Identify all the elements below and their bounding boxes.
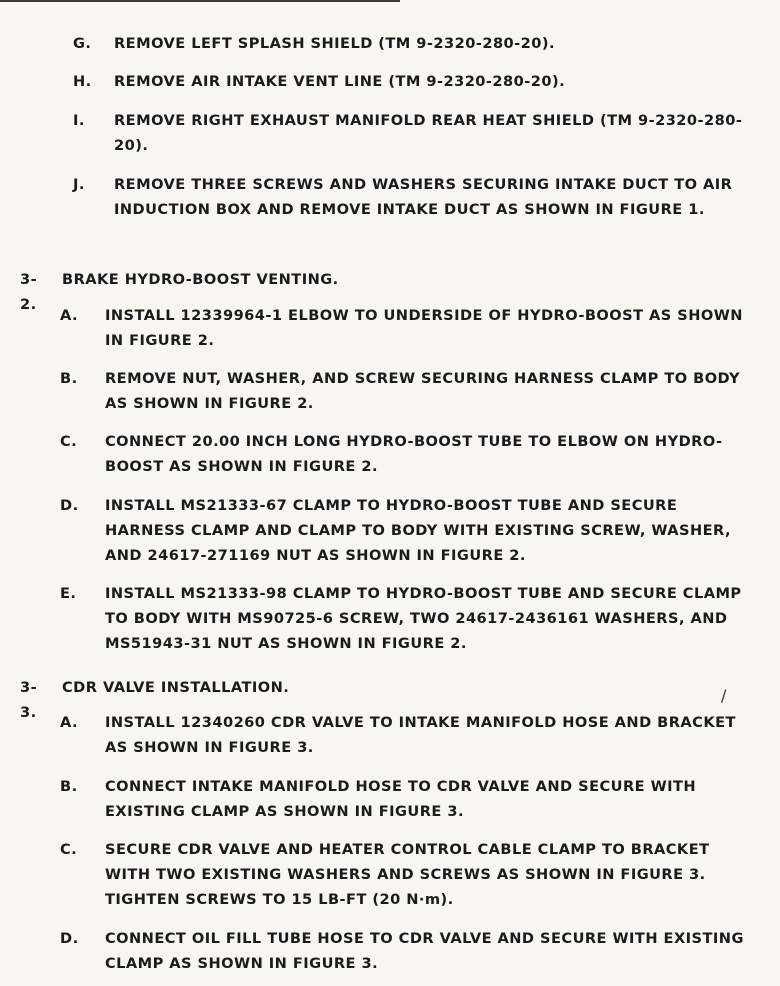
step-letter: B.	[60, 778, 78, 795]
step-text: REMOVE RIGHT EXHAUST MANIFOLD REAR HEAT SHIELD (TM 9-2320-280-20).	[114, 112, 743, 154]
step-letter: E.	[60, 585, 77, 602]
step-letter: C.	[60, 841, 78, 858]
step-text: SECURE CDR VALVE AND HEATER CONTROL CABLE CLAMP TO BRACKET WITH TWO EXISTING WASHERS AND SCREWS AS SHOWN IN FIGURE 3. TIGHTEN SCREWS TO 15 LB-FT (20 N·m).	[105, 841, 710, 908]
step-letter: A.	[60, 714, 79, 731]
step-text: REMOVE LEFT SPLASH SHIELD (TM 9-2320-280-20).	[114, 35, 555, 52]
section-title: BRAKE HYDRO-BOOST VENTING.	[62, 271, 339, 288]
step-text: REMOVE THREE SCREWS AND WASHERS SECURING INTAKE DUCT TO AIR INDUCTION BOX AND REMOVE INTAKE DUCT AS SHOWN IN FIGURE 1.	[114, 176, 733, 218]
step-text: CONNECT INTAKE MANIFOLD HOSE TO CDR VALVE AND SECURE WITH EXISTING CLAMP AS SHOWN IN FIGURE 3.	[105, 778, 697, 820]
step-text: INSTALL 12340260 CDR VALVE TO INTAKE MANIFOLD HOSE AND BRACKET AS SHOWN IN FIGURE 3.	[105, 714, 736, 756]
pen-mark: /	[721, 686, 727, 705]
step-text: INSTALL MS21333-98 CLAMP TO HYDRO-BOOST TUBE AND SECURE CLAMP TO BODY WITH MS90725-6 SCREW, TWO 24617-2436161 WASHERS, AND MS51943-31 NUT AS SHOWN IN FIGURE 2.	[105, 585, 742, 652]
step-text: REMOVE AIR INTAKE VENT LINE (TM 9-2320-280-20).	[114, 73, 566, 90]
step-letter: A.	[60, 307, 79, 324]
step-letter: D.	[60, 497, 79, 514]
step-letter: J.	[73, 176, 85, 193]
section-number: 3-2.	[20, 271, 38, 313]
step-text: INSTALL 12339964-1 ELBOW TO UNDERSIDE OF HYDRO-BOOST AS SHOWN IN FIGURE 2.	[105, 307, 743, 349]
step-text: REMOVE NUT, WASHER, AND SCREW SECURING HARNESS CLAMP TO BODY AS SHOWN IN FIGURE 2.	[105, 370, 741, 412]
step-letter: I.	[73, 112, 85, 129]
step-letter: C.	[60, 433, 78, 450]
step-letter: H.	[73, 73, 92, 90]
step-letter: D.	[60, 930, 79, 947]
section-title: CDR VALVE INSTALLATION.	[62, 679, 290, 696]
top-rule	[0, 0, 400, 2]
step-text: CONNECT OIL FILL TUBE HOSE TO CDR VALVE AND SECURE WITH EXISTING CLAMP AS SHOWN IN FIGURE 3.	[105, 930, 744, 972]
step-letter: G.	[73, 35, 92, 52]
step-text: INSTALL MS21333-67 CLAMP TO HYDRO-BOOST TUBE AND SECURE HARNESS CLAMP AND CLAMP TO BODY WITH EXISTING SCREW, WASHER, AND 24617-271169 NUT AS SHOWN IN FIGURE 2.	[105, 497, 731, 564]
step-text: CONNECT 20.00 INCH LONG HYDRO-BOOST TUBE TO ELBOW ON HYDRO-BOOST AS SHOWN IN FIGURE 2.	[105, 433, 723, 475]
section-number: 3-3.	[20, 679, 38, 721]
step-letter: B.	[60, 370, 78, 387]
